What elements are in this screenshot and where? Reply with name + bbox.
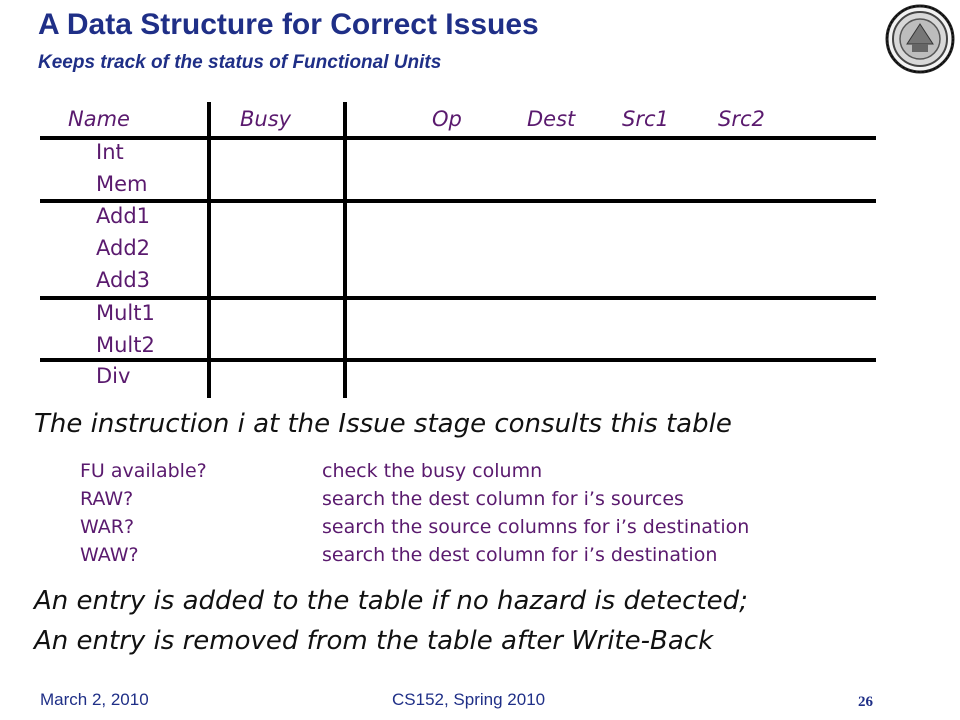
check-action: check the busy column [322,460,543,482]
check-question: WAR? [80,516,135,538]
fu-row-add1: Add1 [96,204,151,228]
fu-row-mult2: Mult2 [96,333,155,357]
entry-removed-note: An entry is removed from the table after Write-Back [34,626,714,656]
header-op: Op [432,107,462,131]
check-action: search the dest column for i’s sources [322,488,684,510]
consult-text: The instruction i at the Issue stage consults this table [34,409,732,439]
check-question: WAW? [80,544,139,566]
table-rule-2 [40,296,876,300]
header-dest: Dest [527,107,576,131]
university-seal-icon [885,4,955,74]
slide-subtitle: Keeps track of the status of Functional Units [38,52,442,73]
header-src2: Src2 [718,107,765,131]
fu-row-mem: Mem [96,172,148,196]
check-question: RAW? [80,488,134,510]
fu-row-add2: Add2 [96,236,151,260]
entry-added-note: An entry is added to the table if no hazard is detected; [34,586,748,616]
footer-course: CS152, Spring 2010 [392,690,546,709]
page-number: 26 [858,694,873,710]
header-name: Name [68,107,130,131]
header-busy: Busy [240,107,292,131]
table-divider-busy [207,102,211,398]
slide-title: A Data Structure for Correct Issues [38,8,539,41]
check-action: search the source columns for i’s destination [322,516,750,538]
check-question: FU available? [80,460,207,482]
check-action: search the dest column for i’s destination [322,544,718,566]
fu-row-int: Int [96,140,124,164]
footer-date: March 2, 2010 [40,690,149,709]
fu-row-mult1: Mult1 [96,301,155,325]
table-rule-1 [40,199,876,203]
header-src1: Src1 [622,107,669,131]
fu-row-add3: Add3 [96,268,151,292]
table-rule-3 [40,358,876,362]
fu-row-div: Div [96,364,131,388]
table-divider-op [343,102,347,398]
table-rule-header [40,136,876,140]
